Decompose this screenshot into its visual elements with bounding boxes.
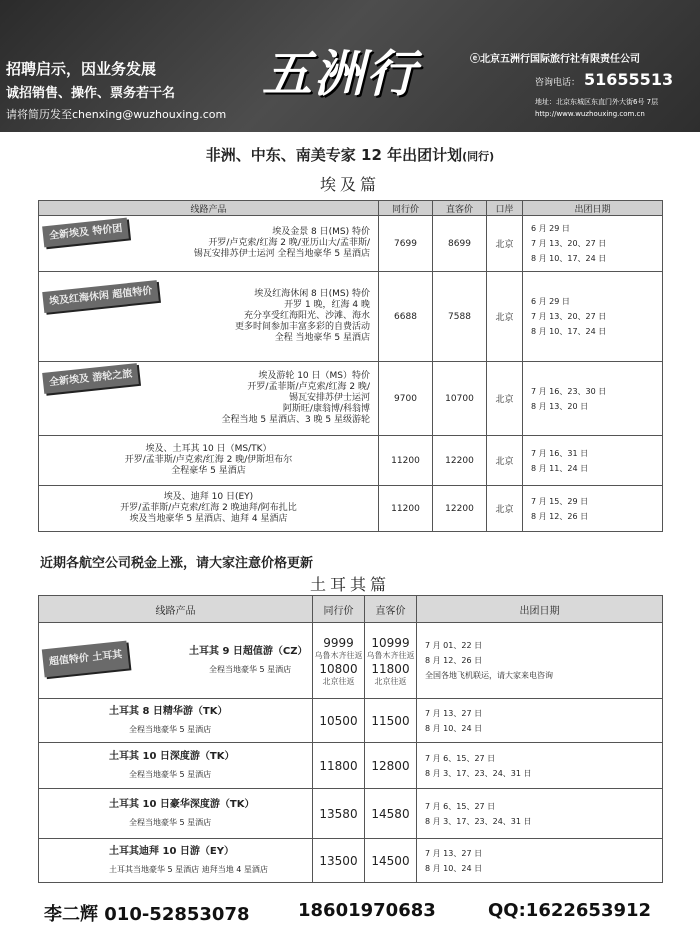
direct-price: 12800 xyxy=(365,743,417,789)
peer-price: 6688 xyxy=(379,272,433,362)
address: 地址：北京东城区东直门外大街6号 7层 xyxy=(535,98,659,106)
recruit-line1: 招聘启示，因业务发展 xyxy=(6,60,157,78)
dates-cell: 7 月 13、27 日 8 月 10、24 日 xyxy=(417,699,663,743)
promo-banner: 全新埃及 特价团 xyxy=(42,218,129,248)
port: 北京 xyxy=(487,362,523,436)
header xyxy=(0,0,700,132)
dates-cell: 7 月 16、31 日 8 月 11、24 日 xyxy=(523,436,663,486)
port: 北京 xyxy=(487,486,523,532)
peer-price: 9999 乌鲁木齐往返 10800 北京往返 xyxy=(313,623,365,699)
contact-name-phone: 李二辉 010-52853078 xyxy=(44,904,250,925)
product-cell: 全新埃及 游轮之旅 埃及游轮 10 日（MS）特价 开罗/孟菲斯/卢克索/红海 2 晚/ 锡瓦安排苏伊士运河 阿斯旺/康翁博/科翁博 全程当地 5 星酒店、3 晚 5 星级游轮 xyxy=(39,362,379,436)
direct-price: 14580 xyxy=(365,789,417,839)
product-cell: 埃及、迪拜 10 日(EY) 开罗/孟菲斯/卢克索/红海 2 晚迪拜/阿布扎比 埃及当地豪华 5 星酒店、迪拜 4 星酒店 xyxy=(39,486,379,532)
col-direct-price: 直客价 xyxy=(365,596,417,623)
col-product: 线路产品 xyxy=(39,596,313,623)
peer-price: 11800 xyxy=(313,743,365,789)
product-cell: 土耳其 10 日豪华深度游（TK） 全程当地豪华 5 星酒店 xyxy=(39,789,313,839)
product-cell: 埃及、土耳其 10 日（MS/TK） 开罗/孟菲斯/卢克索/红海 2 晚/伊斯坦布尔 全程豪华 5 星酒店 xyxy=(39,436,379,486)
dates-cell: 6 月 29 日 7 月 13、20、27 日 8 月 10、17、24 日 xyxy=(523,272,663,362)
website-link[interactable]: http://www.wuzhouxing.com.cn xyxy=(535,110,645,118)
direct-price: 14500 xyxy=(365,839,417,883)
dates-cell: 7 月 13、27 日 8 月 10、24 日 xyxy=(417,839,663,883)
page-title: 非洲、中东、南美专家 12 年出团计划(同行) xyxy=(205,146,495,164)
egypt-section-title: 埃及篇 xyxy=(319,175,380,194)
recruit-line2: 诚招销售、操作、票务若干名 xyxy=(6,86,176,101)
table-row xyxy=(39,743,663,789)
product-cell: 超值特价 土耳其 土耳其 9 日超值游（CZ） 全程当地豪华 5 星酒店 xyxy=(39,623,313,699)
dates-cell: 7 月 16、23、30 日 8 月 13、20 日 xyxy=(523,362,663,436)
table-row xyxy=(39,789,663,839)
price-notice: 近期各航空公司税金上涨，请大家注意价格更新 xyxy=(40,556,314,571)
promo-banner: 埃及红海休闲 超值特价 xyxy=(42,280,159,313)
product-cell: 土耳其 10 日深度游（TK） 全程当地豪华 5 星酒店 xyxy=(39,743,313,789)
peer-price: 13500 xyxy=(313,839,365,883)
product-cell: 埃及红海休闲 超值特价 埃及红海休闲 8 日(MS) 特价 开罗 1 晚，红海 4 晚 充分享受红海阳光、沙滩、海水 更多时间参加丰富多彩的自费活动 全程 当地豪华 5 星酒店 xyxy=(39,272,379,362)
egypt-table xyxy=(38,200,663,532)
col-direct-price: 直客价 xyxy=(433,201,487,216)
product-cell: 土耳其 8 日精华游（TK） 全程当地豪华 5 星酒店 xyxy=(39,699,313,743)
peer-price: 7699 xyxy=(379,216,433,272)
table-row xyxy=(39,216,663,272)
table-row xyxy=(39,699,663,743)
company-name: ⓔ北京五洲行国际旅行社有限责任公司 xyxy=(470,54,640,65)
address-block xyxy=(535,96,658,120)
col-product: 线路产品 xyxy=(39,201,379,216)
direct-price: 10999 乌鲁木齐往返 11800 北京往返 xyxy=(365,623,417,699)
col-peer-price: 同行价 xyxy=(313,596,365,623)
turkey-section-title: 土耳其篇 xyxy=(309,575,390,594)
hotline: 咨询电话： 51655513 xyxy=(535,70,674,89)
table-row xyxy=(39,486,663,532)
dates-cell: 7 月 01、22 日 8 月 12、26 日 全国各地飞机联运，请大家来电咨询 xyxy=(417,623,663,699)
dates-cell: 7 月 6、15、27 日 8 月 3、17、23、24、31 日 xyxy=(417,743,663,789)
main-content xyxy=(0,132,700,945)
table-row xyxy=(39,623,663,699)
table-row xyxy=(39,272,663,362)
peer-price: 11200 xyxy=(379,486,433,532)
col-peer-price: 同行价 xyxy=(379,201,433,216)
peer-price: 11200 xyxy=(379,436,433,486)
company-icon: ⓔ xyxy=(470,54,480,65)
direct-price: 7588 xyxy=(433,272,487,362)
table-row xyxy=(39,839,663,883)
dates-cell: 7 月 6、15、27 日 8 月 3、17、23、24、31 日 xyxy=(417,789,663,839)
promo-banner: 全新埃及 游轮之旅 xyxy=(42,363,139,394)
dates-cell: 7 月 15、29 日 8 月 12、26 日 xyxy=(523,486,663,532)
peer-price: 13580 xyxy=(313,789,365,839)
direct-price: 12200 xyxy=(433,486,487,532)
product-cell: 土耳其迪拜 10 日游（EY） 土耳其当地豪华 5 星酒店 迪拜当地 4 星酒店 xyxy=(39,839,313,883)
direct-price: 12200 xyxy=(433,436,487,486)
contact-qq: QQ:1622653912 xyxy=(488,900,652,921)
promo-banner: 超值特价 土耳其 xyxy=(42,641,130,678)
table-row xyxy=(39,436,663,486)
direct-price: 8699 xyxy=(433,216,487,272)
egypt-header-row xyxy=(39,201,663,216)
logo: 五洲行 xyxy=(262,44,418,103)
contact-mobile: 18601970683 xyxy=(298,900,436,921)
port: 北京 xyxy=(487,436,523,486)
col-port: 口岸 xyxy=(487,201,523,216)
col-dates: 出团日期 xyxy=(523,201,663,216)
recruit-email: 请将简历发至chenxing@wuzhouxing.com xyxy=(6,108,227,121)
peer-price: 10500 xyxy=(313,699,365,743)
table-row xyxy=(39,362,663,436)
product-cell: 全新埃及 特价团 埃及金景 8 日(MS) 特价 开罗/卢克索/红海 2 晚/亚历山大/孟菲斯/ 锡瓦安排苏伊士运河 全程当地豪华 5 星酒店 xyxy=(39,216,379,272)
peer-price: 9700 xyxy=(379,362,433,436)
col-dates: 出团日期 xyxy=(417,596,663,623)
port: 北京 xyxy=(487,216,523,272)
port: 北京 xyxy=(487,272,523,362)
dates-cell: 6 月 29 日 7 月 13、20、27 日 8 月 10、17、24 日 xyxy=(523,216,663,272)
turkey-table xyxy=(38,595,663,883)
direct-price: 10700 xyxy=(433,362,487,436)
direct-price: 11500 xyxy=(365,699,417,743)
turkey-header-row xyxy=(39,596,663,623)
